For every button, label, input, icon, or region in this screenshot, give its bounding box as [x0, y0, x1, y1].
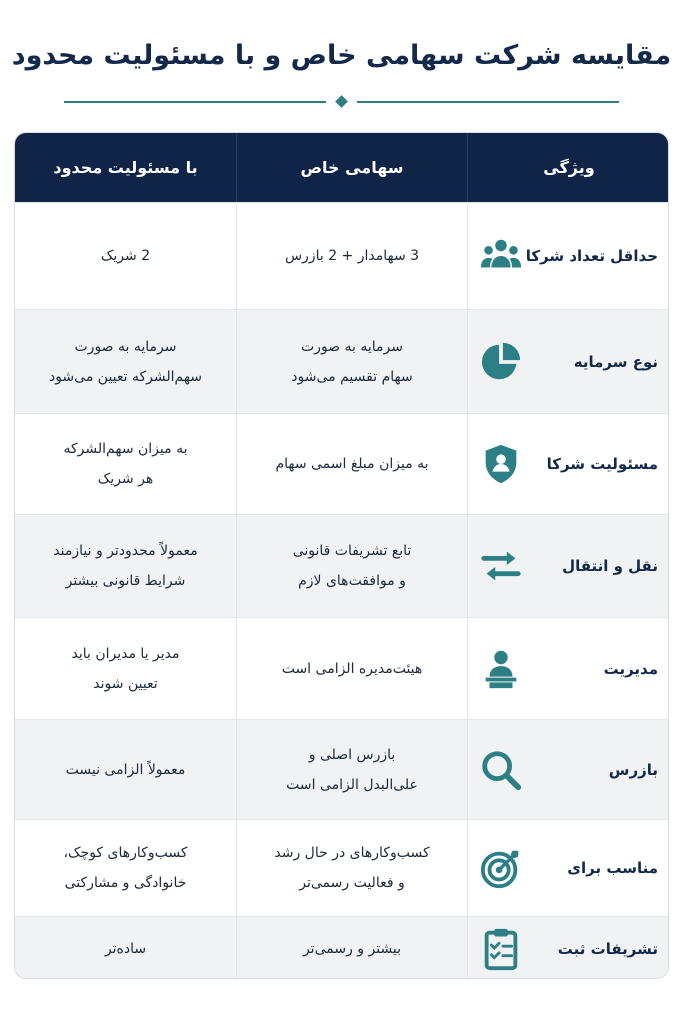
private-joint-stock-cell [237, 618, 468, 719]
group-icon [478, 233, 524, 279]
diamond-ornament-icon [335, 95, 348, 108]
private-joint-stock-value: هیئت‌مدیره الزامی است [281, 660, 423, 677]
feature-label: مسئولیت شرکا [546, 455, 658, 473]
llc-cell [15, 414, 237, 514]
table-row [15, 309, 669, 413]
header-feature: ویژگی [543, 158, 595, 177]
llc-value: مدیر یا مدیران باید تعیین شوند [71, 645, 180, 692]
header-private-joint-stock: سهامی خاص [237, 133, 468, 202]
llc-value: معمولاً محدودتر و نیازمند شرایط قانونی بیشتر [53, 543, 198, 589]
feature-cell [468, 310, 669, 413]
llc-value: 2 شریک [100, 248, 151, 264]
private-joint-stock-cell [237, 917, 468, 979]
private-joint-stock-cell [237, 720, 468, 819]
table-row [15, 514, 669, 617]
magnifier-icon [478, 747, 524, 793]
llc-value: کسب‌وکارهای کوچک، خانوادگی و مشارکتی [63, 845, 188, 891]
llc-cell [15, 515, 237, 617]
transfer-arrows-icon [478, 543, 524, 589]
shield-user-icon [478, 441, 524, 487]
llc-cell [15, 917, 237, 979]
table-row [15, 202, 669, 309]
feature-label: نوع سرمایه [573, 352, 658, 371]
private-joint-stock-cell [237, 203, 468, 309]
feature-cell [468, 618, 669, 719]
feature-cell [468, 720, 669, 819]
table-row [15, 719, 669, 819]
feature-label: بازرس [608, 760, 658, 779]
private-joint-stock-value: بیشتر و رسمی‌تر [302, 940, 402, 957]
llc-value: ساده‌تر [104, 940, 147, 957]
llc-value: معمولاً الزامی نیست [65, 761, 186, 778]
target-icon [478, 845, 524, 891]
private-joint-stock-cell [237, 515, 468, 617]
llc-value: سرمایه به صورت سهم‌الشرکه تعیین می‌شود [48, 338, 203, 385]
feature-cell [468, 917, 669, 979]
table-row [15, 617, 669, 719]
feature-cell [468, 414, 669, 514]
page-title: مقایسه شرکت سهامی خاص و با مسئولیت محدود [11, 40, 672, 71]
llc-cell [15, 720, 237, 819]
private-joint-stock-value: سرمایه به صورت سهام تقسیم می‌شود [291, 338, 413, 385]
header-llc: با مسئولیت محدود [15, 133, 237, 202]
clipboard-checklist-icon [478, 926, 524, 972]
table-row [15, 916, 669, 979]
feature-cell [468, 820, 669, 916]
pie-chart-icon [478, 339, 524, 385]
llc-cell [15, 203, 237, 309]
feature-cell [468, 515, 669, 617]
private-joint-stock-value: تابع تشریفات قانونی و موافقت‌های لازم [292, 543, 412, 589]
title-divider [64, 96, 619, 108]
feature-label: حداقل تعداد شرکا [525, 247, 658, 265]
table-row [15, 819, 669, 916]
llc-cell [15, 820, 237, 916]
llc-value: به میزان سهم‌الشرکه هر شریک [63, 441, 188, 487]
private-joint-stock-value: کسب‌وکارهای در حال رشد و فعالیت رسمی‌تر [274, 845, 430, 891]
comparison-table [14, 132, 669, 979]
feature-label: مدیریت [603, 659, 658, 678]
table-header [15, 133, 669, 202]
private-joint-stock-value: به میزان مبلغ اسمی سهام [275, 456, 429, 472]
feature-label: تشریفات ثبت [557, 939, 658, 958]
private-joint-stock-value: 3 سهامدار + 2 بازرس [284, 248, 420, 264]
feature-label: مناسب برای [567, 859, 658, 877]
private-joint-stock-cell [237, 310, 468, 413]
llc-cell [15, 310, 237, 413]
llc-cell [15, 618, 237, 719]
private-joint-stock-cell [237, 414, 468, 514]
feature-label: نقل و انتقال [562, 557, 658, 575]
private-joint-stock-cell [237, 820, 468, 916]
manager-icon [478, 646, 524, 692]
private-joint-stock-value: بازرس اصلی و علی‌البدل الزامی است [286, 746, 418, 793]
table-row [15, 413, 669, 514]
feature-cell [468, 203, 669, 309]
